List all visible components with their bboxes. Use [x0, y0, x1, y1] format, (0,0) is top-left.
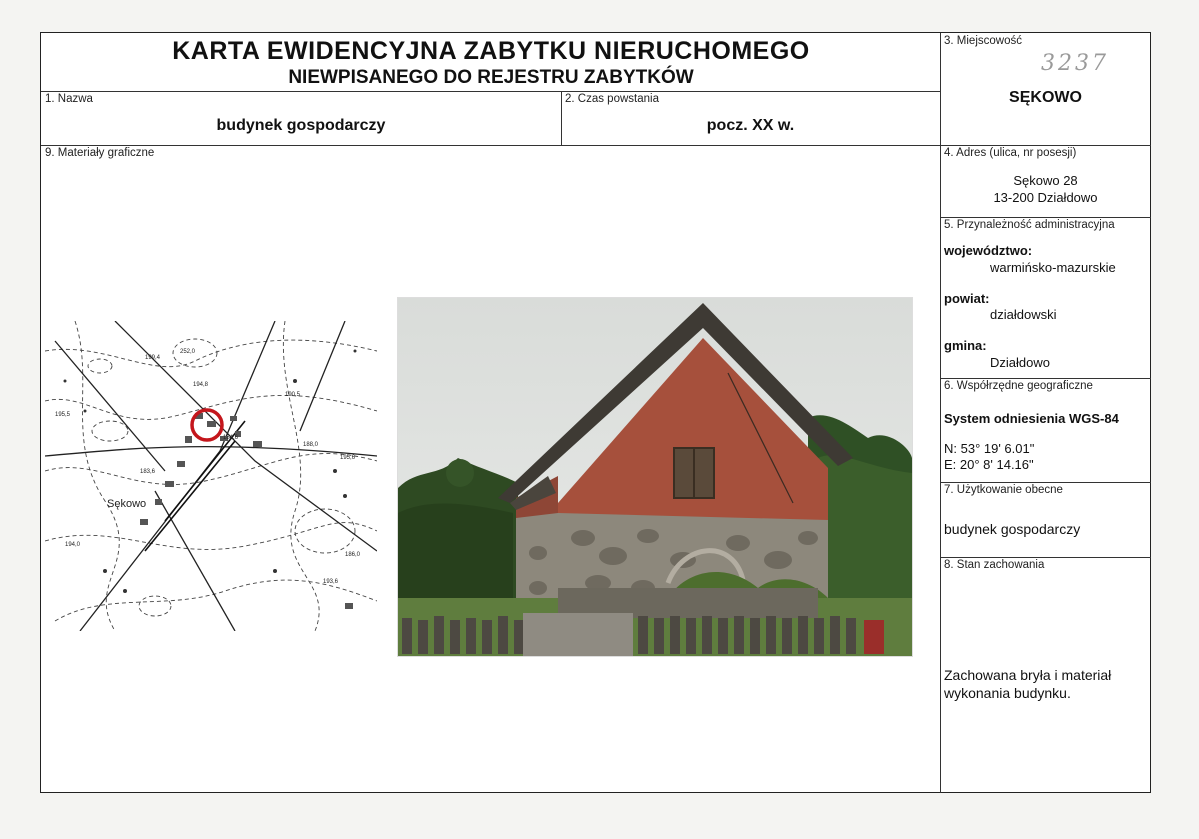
field-condition-line1: Zachowana bryła i materiał — [944, 667, 1112, 683]
record-card — [40, 32, 1151, 793]
title-divider — [41, 91, 940, 92]
coord-system: System odniesienia WGS-84 — [944, 411, 1119, 426]
field-locality-value: SĘKOWO — [1009, 89, 1082, 106]
commune-label: gmina: — [944, 338, 987, 353]
county-value: działdowski — [990, 307, 1057, 322]
coord-north: N: 53° 19' 6.01" — [944, 441, 1035, 456]
field-graphics-label: 9. Materiały graficzne — [45, 147, 155, 159]
field-address-label: 4. Adres (ulica, nr posesji) — [944, 147, 1077, 159]
field-coords-label: 6. Współrzędne geograficzne — [944, 380, 1093, 392]
card-title: KARTA EWIDENCYJNA ZABYTKU NIERUCHOMEGO — [172, 37, 810, 65]
card-subtitle: NIEWPISANEGO DO REJESTRU ZABYTKÓW — [288, 67, 694, 88]
county-label: powiat: — [944, 291, 990, 306]
map-elevation-label: 194,8 — [193, 382, 209, 388]
map-elevation-label: 193,6 — [323, 579, 339, 585]
field-admin-label: 5. Przynależność administracyjna — [944, 219, 1115, 231]
handwritten-number: 3237 — [1041, 51, 1109, 76]
photo-drawing — [398, 298, 912, 656]
field-usage-label: 7. Użytkowanie obecne — [944, 484, 1063, 496]
field-address-line2: 13-200 Działdowo — [993, 190, 1098, 205]
map-elevation-label: 183,6 — [140, 469, 156, 475]
right-column-divider — [940, 33, 941, 793]
coord-east: E: 20° 8' 14.16" — [944, 457, 1034, 472]
field-date-value: pocz. XX w. — [706, 117, 795, 134]
header-bottom-divider — [41, 145, 1151, 146]
map-elevation-label: 195,5 — [55, 412, 71, 418]
divider-4-5 — [940, 217, 1151, 218]
commune-value: Działdowo — [990, 355, 1050, 370]
voivodeship-value: warmińsko-mazurskie — [990, 260, 1116, 275]
map-elevation-label: 199,4 — [145, 355, 161, 361]
building-photo — [397, 297, 913, 657]
map-elevation-label: 194,0 — [65, 542, 81, 548]
map-place-label: Sękowo — [107, 498, 147, 510]
field-name-label: 1. Nazwa — [45, 93, 93, 105]
divider-6-7 — [940, 482, 1151, 483]
map-elevation-label: 186,0 — [345, 552, 361, 558]
field-condition-label: 8. Stan zachowania — [944, 559, 1045, 571]
field-locality-label: 3. Miejscowość — [944, 35, 1022, 47]
field-usage-value: budynek gospodarczy — [944, 521, 1081, 537]
map-elevation-label: 188,0 — [303, 442, 319, 448]
divider-7-8 — [940, 557, 1151, 558]
field-date-label: 2. Czas powstania — [565, 93, 659, 105]
map-drawing — [45, 321, 377, 631]
map-elevation-label: 195,6 — [340, 455, 356, 461]
field-condition-line2: wykonania budynku. — [944, 685, 1071, 701]
field-name-value: budynek gospodarczy — [216, 117, 386, 134]
divider-5-6 — [940, 378, 1151, 379]
map-elevation-label: 252,0 — [180, 349, 196, 355]
voivodeship-label: województwo: — [944, 243, 1033, 258]
map-elevation-label: 184,6 — [223, 435, 239, 441]
field-address-line1: Sękowo 28 — [1013, 173, 1078, 188]
topographic-map — [45, 321, 377, 631]
map-elevation-label: 190,5 — [285, 392, 301, 398]
